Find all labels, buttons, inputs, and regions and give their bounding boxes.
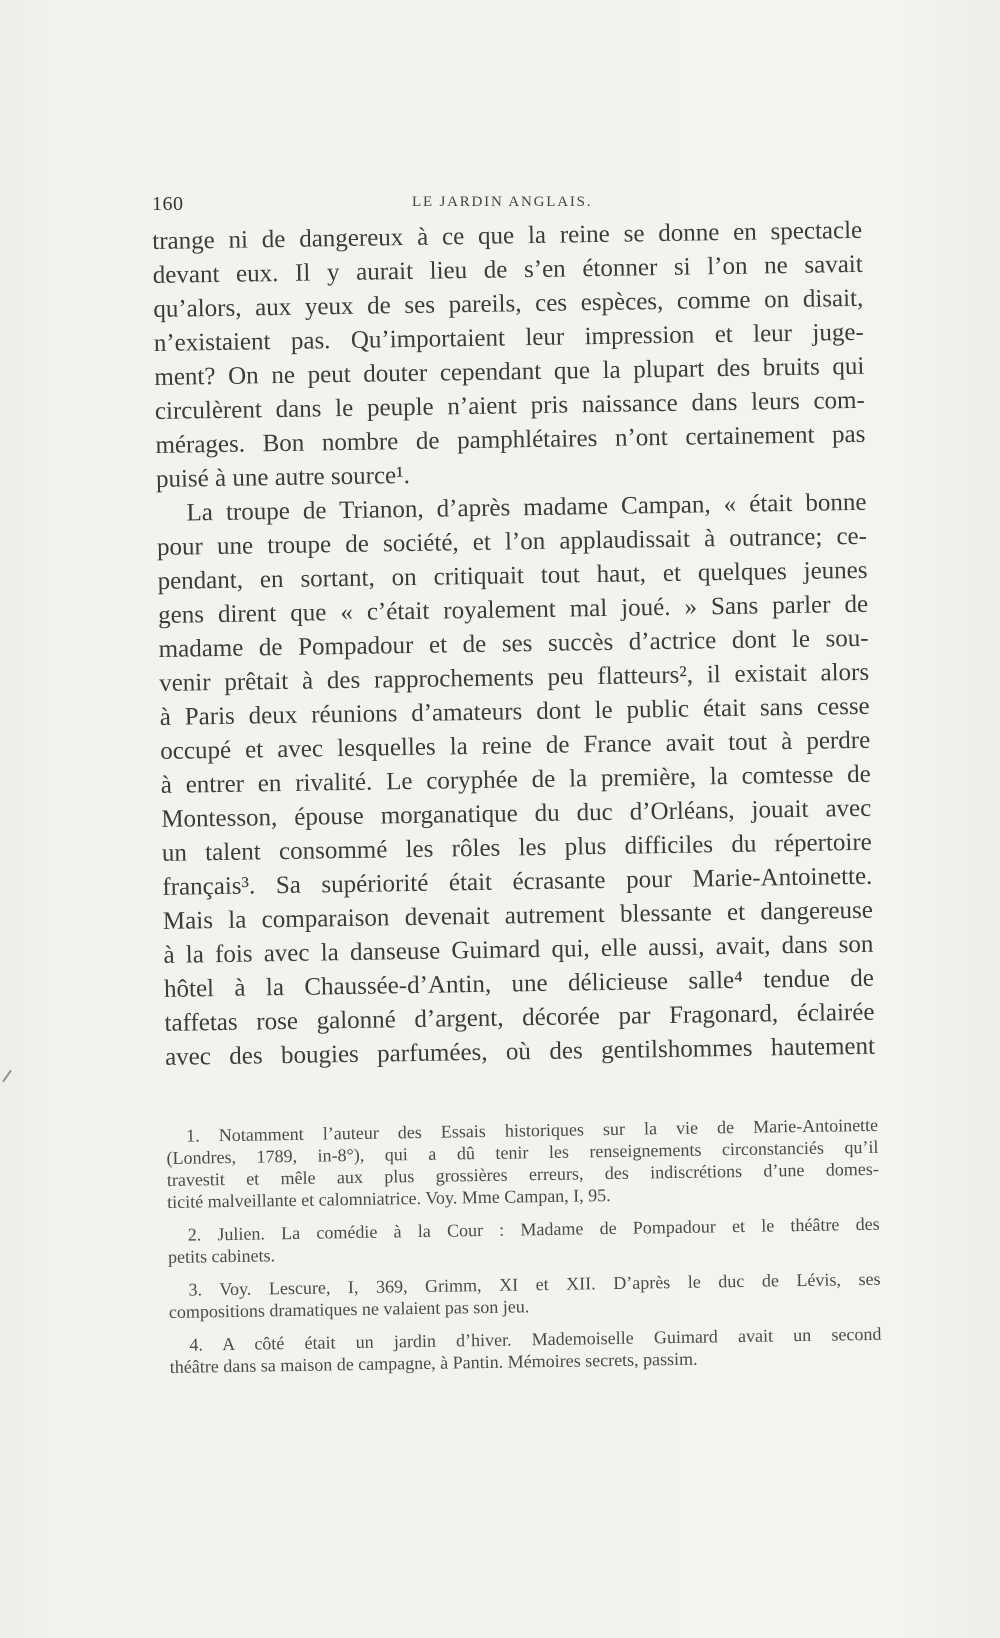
body-line: à entrer en rivalité. Le coryphée de la première, la comtesse de [160, 760, 871, 799]
body-line: un talent consommé les rôles les plus difficiles du répertoire [161, 828, 872, 867]
footnote-line: 2. Julien. La comédie à la Cour : Madame de Pompadour et le théâtre des [187, 1213, 880, 1245]
body-line: Montesson, épouse morganatique du duc d’Orléans, jouait avec [161, 794, 872, 833]
body-line: taffetas rose galonné d’argent, décorée par Fragonard, éclairée [164, 998, 875, 1037]
body-line: madame de Pompadour et de ses succès d’actrice dont le sou- [158, 624, 869, 663]
body-line: pour une troupe de société, et l’on applaudissait à outrance; ce- [156, 522, 868, 561]
body-line: Mais la comparaison devenait autrement blessante et dangereuse [162, 896, 874, 935]
body-line: occupé et avec lesquelles la reine de France avait tout à perdre [160, 726, 871, 765]
body-line: circulèrent dans le peuple n’aient pris naissance dans leurs com- [154, 386, 866, 425]
body-line: ment? On ne peut douter cependant que la plupart des bruits qui [154, 352, 865, 391]
footnote-line: travestit et mêle aux plus grossières erreurs, des indiscrétions d’une domes- [166, 1158, 879, 1190]
body-line: trange ni de dangereux à ce que la reine se donne en spectacle [152, 216, 863, 255]
margin-pencil-mark [2, 1070, 12, 1083]
footnote-line: 1. Notamment l’auteur des Essais historiques sur la vie de Marie-Antoinette [186, 1114, 879, 1146]
body-line: à la fois avec la danseuse Guimard qui, elle aussi, avait, dans son [163, 930, 874, 969]
body-line: à Paris deux réunions d’amateurs dont le public était sans cesse [159, 692, 870, 731]
body-line: n’existaient pas. Qu’importaient leur impression et leur juge- [153, 318, 864, 357]
footnote-line: ticité malveillante et calomniatrice. Voy. Mme Campan, I, 95. [167, 1185, 611, 1212]
page-number: 160 [152, 193, 184, 215]
body-line: français³. Sa supériorité était écrasante pour Marie-Antoinette. [162, 862, 873, 901]
footnote-line: compositions dramatiques ne valaient pas son jeu. [168, 1296, 530, 1322]
body-line: devant eux. Il y aurait lieu de s’en étonner si l’on ne savait [152, 250, 863, 289]
body-line: pendant, en sortant, on critiquait tout haut, et quelques jeunes [157, 556, 868, 595]
body-line: avec des bougies parfumées, où des gentilshommes hautement [164, 1032, 876, 1071]
body-line: hôtel à la Chaussée-d’Antin, une délicieuse salle⁴ tendue de [163, 964, 875, 1003]
footnote-line: petits cabinets. [167, 1245, 276, 1267]
footnote-line: théâtre dans sa maison de campagne, à Pantin. Mémoires secrets, passim. [169, 1348, 698, 1377]
footnote-line: (Londres, 1789, in-8°), qui a dû tenir les renseignements circonstanciés qu’il [166, 1136, 879, 1168]
footnote [166, 1114, 879, 1213]
footnotes [166, 1114, 882, 1378]
body-line: venir prêtait à des rapprochements peu flatteurs², il existait alors [158, 658, 870, 697]
footnote-line: 4. A côté était un jardin d’hiver. Mademoiselle Guimard avait un second [189, 1323, 882, 1355]
body-line: La troupe de Trianon, d’après madame Campan, « était bonne [186, 488, 867, 527]
body-line: gens dirent que « c’était royalement mal joué. » Sans parler de [157, 590, 869, 629]
footnote-line: 3. Voy. Lescure, I, 369, Grimm, XI et XII. D’après le duc de Lévis, ses [188, 1268, 881, 1300]
running-title: LE JARDIN ANGLAIS. [412, 194, 593, 210]
body-line: mérages. Bon nombre de pamphlétaires n’ont certainement pas [155, 420, 866, 459]
body-line: qu’alors, aux yeux de ses pareils, ces espèces, comme on disait, [153, 284, 864, 323]
body-line: puisé à une autre source¹. [155, 461, 411, 493]
body-text [152, 214, 875, 1075]
